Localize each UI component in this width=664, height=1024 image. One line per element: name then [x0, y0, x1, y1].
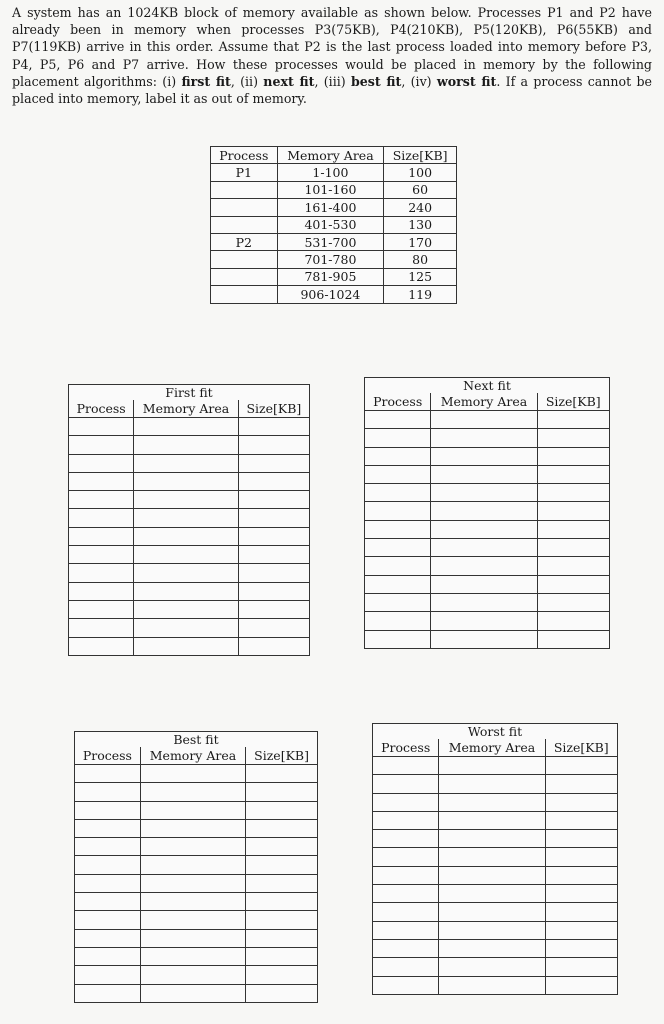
- cell-area[interactable]: [439, 903, 545, 921]
- table-row: [75, 874, 318, 892]
- cell-area: 906-1024: [277, 286, 384, 303]
- table-row: [373, 848, 618, 866]
- cell-size[interactable]: [545, 939, 617, 957]
- problem-statement: [12, 4, 652, 107]
- cell-area[interactable]: [431, 593, 537, 611]
- cell-size[interactable]: [537, 447, 609, 465]
- cell-size[interactable]: [238, 546, 309, 564]
- cell-area[interactable]: [134, 564, 238, 582]
- cell-area[interactable]: [134, 454, 238, 472]
- cell-process[interactable]: [373, 811, 439, 829]
- cell-area[interactable]: [140, 966, 245, 984]
- table-row: [75, 801, 318, 819]
- cell-size: 119: [384, 286, 457, 303]
- cell-area[interactable]: [431, 447, 537, 465]
- cell-size[interactable]: [238, 600, 309, 618]
- cell-size[interactable]: [238, 418, 309, 436]
- table-row: [373, 757, 618, 775]
- cell-area[interactable]: [431, 502, 537, 520]
- cell-process[interactable]: [373, 793, 439, 811]
- cell-process[interactable]: [75, 783, 141, 801]
- cell-size[interactable]: [545, 921, 617, 939]
- cell-area[interactable]: [431, 484, 537, 502]
- header-size: Size[KB]: [246, 747, 318, 765]
- table-row: [373, 958, 618, 976]
- cell-area[interactable]: [431, 411, 537, 429]
- cell-area[interactable]: [134, 491, 238, 509]
- cell-size[interactable]: [537, 429, 609, 447]
- table-row: [365, 593, 610, 611]
- cell-size: 130: [384, 216, 457, 233]
- cell-area[interactable]: [140, 929, 245, 947]
- table-row: [365, 575, 610, 593]
- cell-process[interactable]: [365, 465, 431, 483]
- cell-size[interactable]: [537, 520, 609, 538]
- cell-process[interactable]: [69, 582, 134, 600]
- cell-process[interactable]: [365, 630, 431, 648]
- cell-process: P2: [211, 233, 278, 250]
- cell-size[interactable]: [537, 484, 609, 502]
- table-row: [75, 783, 318, 801]
- table-row: [211, 286, 457, 303]
- cell-size[interactable]: [537, 539, 609, 557]
- cell-area[interactable]: [134, 436, 238, 454]
- cell-process: [211, 251, 278, 268]
- header-memory-area: Memory Area: [277, 147, 384, 164]
- cell-size[interactable]: [238, 436, 309, 454]
- header-process: Process: [373, 739, 439, 757]
- table-row: [373, 793, 618, 811]
- cell-process[interactable]: [69, 546, 134, 564]
- cell-process[interactable]: [69, 491, 134, 509]
- term-next-fit: next fit: [263, 73, 315, 89]
- table-row: [211, 216, 457, 233]
- next-fit-table: [364, 377, 610, 649]
- table-row: [69, 491, 310, 509]
- cell-area[interactable]: [431, 575, 537, 593]
- cell-area: 1-100: [277, 164, 384, 181]
- cell-area[interactable]: [431, 630, 537, 648]
- first-fit-title-row: [69, 385, 310, 401]
- table-row: [75, 984, 318, 1002]
- cell-area[interactable]: [140, 893, 245, 911]
- cell-size[interactable]: [246, 874, 318, 892]
- header-memory-area: Memory Area: [439, 739, 545, 757]
- header-memory-area: Memory Area: [140, 747, 245, 765]
- cell-size[interactable]: [246, 966, 318, 984]
- table-row: [75, 765, 318, 783]
- cell-process[interactable]: [365, 612, 431, 630]
- cell-process[interactable]: [373, 830, 439, 848]
- next-fit-header: [365, 393, 610, 411]
- cell-process: P1: [211, 164, 278, 181]
- table-row: [69, 582, 310, 600]
- cell-area: 531-700: [277, 233, 384, 250]
- problem-text-3: , (iii): [314, 73, 351, 89]
- cell-area[interactable]: [134, 527, 238, 545]
- header-process: Process: [75, 747, 141, 765]
- cell-size[interactable]: [246, 856, 318, 874]
- term-first-fit: first fit: [181, 73, 231, 89]
- cell-area[interactable]: [140, 838, 245, 856]
- cell-process[interactable]: [69, 619, 134, 637]
- cell-size[interactable]: [238, 582, 309, 600]
- cell-process[interactable]: [75, 911, 141, 929]
- cell-area[interactable]: [439, 848, 545, 866]
- cell-process[interactable]: [75, 856, 141, 874]
- table-row: [373, 885, 618, 903]
- cell-process[interactable]: [373, 848, 439, 866]
- cell-size[interactable]: [238, 564, 309, 582]
- cell-process[interactable]: [365, 447, 431, 465]
- cell-size[interactable]: [238, 527, 309, 545]
- cell-size[interactable]: [545, 848, 617, 866]
- cell-process: [211, 268, 278, 285]
- cell-area[interactable]: [134, 546, 238, 564]
- cell-process[interactable]: [365, 520, 431, 538]
- cell-area[interactable]: [134, 472, 238, 490]
- table-row: [69, 436, 310, 454]
- table-row: [75, 819, 318, 837]
- table-row: [373, 830, 618, 848]
- table-row: [211, 164, 457, 181]
- cell-area[interactable]: [439, 757, 545, 775]
- cell-area[interactable]: [134, 619, 238, 637]
- table-row: [373, 866, 618, 884]
- table-row: [75, 893, 318, 911]
- cell-size[interactable]: [537, 502, 609, 520]
- cell-process[interactable]: [365, 593, 431, 611]
- cell-size[interactable]: [246, 911, 318, 929]
- next-fit-title-row: [365, 378, 610, 394]
- best-fit-header: [75, 747, 318, 765]
- cell-area[interactable]: [140, 783, 245, 801]
- cell-size[interactable]: [246, 947, 318, 965]
- cell-size[interactable]: [545, 757, 617, 775]
- cell-area: 701-780: [277, 251, 384, 268]
- cell-area[interactable]: [134, 509, 238, 527]
- cell-area[interactable]: [134, 582, 238, 600]
- cell-process[interactable]: [365, 539, 431, 557]
- cell-process[interactable]: [373, 939, 439, 957]
- cell-size[interactable]: [545, 811, 617, 829]
- memory-table: [210, 146, 457, 304]
- table-row: [69, 619, 310, 637]
- cell-size[interactable]: [537, 557, 609, 575]
- cell-process[interactable]: [373, 958, 439, 976]
- header-size: Size[KB]: [537, 393, 609, 411]
- cell-area[interactable]: [439, 866, 545, 884]
- table-row: [211, 233, 457, 250]
- next-fit-title: Next fit: [365, 378, 610, 394]
- worst-fit-header: [373, 739, 618, 757]
- cell-size[interactable]: [545, 830, 617, 848]
- table-row: [365, 539, 610, 557]
- cell-size[interactable]: [545, 866, 617, 884]
- cell-size[interactable]: [537, 593, 609, 611]
- cell-process[interactable]: [69, 637, 134, 655]
- best-fit-title: Best fit: [75, 732, 318, 748]
- cell-size[interactable]: [537, 630, 609, 648]
- table-row: [365, 612, 610, 630]
- cell-area[interactable]: [140, 856, 245, 874]
- cell-process[interactable]: [69, 436, 134, 454]
- cell-process[interactable]: [373, 921, 439, 939]
- cell-area[interactable]: [431, 557, 537, 575]
- cell-area[interactable]: [140, 947, 245, 965]
- table-row: [373, 976, 618, 994]
- cell-process[interactable]: [365, 411, 431, 429]
- cell-size: 240: [384, 199, 457, 216]
- table-row: [365, 557, 610, 575]
- problem-text-5: . If a process cannot be placed into memory, label it as out of memory.: [12, 73, 652, 107]
- cell-area[interactable]: [140, 911, 245, 929]
- worst-fit-title: Worst fit: [373, 724, 618, 740]
- cell-area[interactable]: [439, 885, 545, 903]
- term-worst-fit: worst fit: [436, 73, 497, 89]
- cell-size[interactable]: [246, 984, 318, 1002]
- cell-process[interactable]: [75, 801, 141, 819]
- cell-process[interactable]: [373, 903, 439, 921]
- table-row: [365, 502, 610, 520]
- cell-area[interactable]: [439, 939, 545, 957]
- cell-process[interactable]: [69, 527, 134, 545]
- term-best-fit: best fit: [350, 73, 402, 89]
- cell-process[interactable]: [69, 454, 134, 472]
- table-row: [75, 856, 318, 874]
- cell-area: 161-400: [277, 199, 384, 216]
- cell-area[interactable]: [439, 830, 545, 848]
- cell-size[interactable]: [537, 465, 609, 483]
- memory-table-header: [211, 147, 457, 164]
- table-row: [365, 411, 610, 429]
- best-fit-title-row: [75, 732, 318, 748]
- cell-process: [211, 216, 278, 233]
- cell-size[interactable]: [238, 491, 309, 509]
- worst-fit-table: [372, 723, 618, 995]
- cell-area[interactable]: [431, 539, 537, 557]
- cell-process: [211, 199, 278, 216]
- cell-size[interactable]: [238, 637, 309, 655]
- table-row: [373, 811, 618, 829]
- header-memory-area: Memory Area: [431, 393, 537, 411]
- cell-area: 101-160: [277, 181, 384, 198]
- table-row: [373, 939, 618, 957]
- table-row: [69, 546, 310, 564]
- table-row: [365, 630, 610, 648]
- cell-size[interactable]: [545, 775, 617, 793]
- cell-process[interactable]: [75, 984, 141, 1002]
- cell-size[interactable]: [545, 976, 617, 994]
- cell-process[interactable]: [75, 929, 141, 947]
- table-row: [75, 966, 318, 984]
- table-row: [69, 509, 310, 527]
- cell-process[interactable]: [75, 838, 141, 856]
- worst-fit-body: [373, 757, 618, 995]
- table-row: [69, 472, 310, 490]
- cell-area[interactable]: [439, 921, 545, 939]
- cell-size: 80: [384, 251, 457, 268]
- cell-area[interactable]: [134, 637, 238, 655]
- header-process: Process: [365, 393, 431, 411]
- cell-process[interactable]: [365, 557, 431, 575]
- cell-area[interactable]: [431, 612, 537, 630]
- cell-process[interactable]: [75, 765, 141, 783]
- first-fit-title: First fit: [69, 385, 310, 401]
- cell-area[interactable]: [439, 793, 545, 811]
- cell-process[interactable]: [69, 509, 134, 527]
- table-row: [69, 454, 310, 472]
- cell-size[interactable]: [238, 472, 309, 490]
- cell-area: 781-905: [277, 268, 384, 285]
- cell-process[interactable]: [75, 874, 141, 892]
- table-row: [69, 418, 310, 436]
- cell-area[interactable]: [431, 465, 537, 483]
- cell-area: 401-530: [277, 216, 384, 233]
- cell-area[interactable]: [439, 958, 545, 976]
- cell-area[interactable]: [134, 418, 238, 436]
- cell-size[interactable]: [545, 903, 617, 921]
- cell-process[interactable]: [75, 947, 141, 965]
- cell-area[interactable]: [431, 429, 537, 447]
- best-fit-table: [74, 731, 318, 1003]
- cell-process[interactable]: [373, 757, 439, 775]
- table-row: [69, 637, 310, 655]
- cell-process[interactable]: [69, 472, 134, 490]
- problem-text-1: A system has an 1024KB block of memory available as shown below. Processes P1 and P2 have already been in memory when processes P3(75KB), P4(210KB), P5(120KB), P6(55KB) and P7(119KB) arrive in this order. Assume that P2 is the last process loaded into memory before P3, P4, P5, P6 and P7 arrive. How these processes would be placed in memory by the following placement algorithms: (i): [12, 5, 652, 89]
- cell-size[interactable]: [537, 411, 609, 429]
- cell-area[interactable]: [140, 874, 245, 892]
- table-row: [75, 838, 318, 856]
- cell-size[interactable]: [246, 765, 318, 783]
- table-row: [211, 199, 457, 216]
- cell-size[interactable]: [545, 793, 617, 811]
- table-row: [211, 181, 457, 198]
- table-row: [365, 465, 610, 483]
- cell-size: 100: [384, 164, 457, 181]
- table-row: [75, 911, 318, 929]
- header-process: Process: [69, 400, 134, 418]
- cell-process[interactable]: [75, 819, 141, 837]
- cell-size[interactable]: [246, 783, 318, 801]
- first-fit-table: [68, 384, 310, 656]
- cell-size[interactable]: [238, 509, 309, 527]
- table-row: [373, 903, 618, 921]
- table-row: [373, 775, 618, 793]
- table-row: [75, 947, 318, 965]
- cell-size[interactable]: [246, 838, 318, 856]
- cell-size[interactable]: [545, 885, 617, 903]
- cell-process[interactable]: [69, 418, 134, 436]
- cell-size: 125: [384, 268, 457, 285]
- header-size: Size[KB]: [545, 739, 617, 757]
- cell-area[interactable]: [140, 984, 245, 1002]
- header-size: Size[KB]: [384, 147, 457, 164]
- worst-fit-title-row: [373, 724, 618, 740]
- cell-process[interactable]: [75, 966, 141, 984]
- table-row: [365, 520, 610, 538]
- next-fit-body: [365, 411, 610, 649]
- header-process: Process: [211, 147, 278, 164]
- cell-size[interactable]: [545, 958, 617, 976]
- cell-area[interactable]: [140, 765, 245, 783]
- cell-process[interactable]: [365, 484, 431, 502]
- cell-process[interactable]: [373, 976, 439, 994]
- header-size: Size[KB]: [238, 400, 309, 418]
- cell-process: [211, 181, 278, 198]
- table-row: [211, 268, 457, 285]
- table-row: [365, 447, 610, 465]
- table-row: [365, 429, 610, 447]
- cell-size[interactable]: [238, 619, 309, 637]
- cell-process[interactable]: [75, 893, 141, 911]
- cell-size[interactable]: [537, 575, 609, 593]
- cell-process[interactable]: [373, 885, 439, 903]
- cell-area[interactable]: [140, 819, 245, 837]
- cell-process[interactable]: [69, 600, 134, 618]
- table-row: [365, 484, 610, 502]
- cell-process: [211, 286, 278, 303]
- cell-size[interactable]: [246, 929, 318, 947]
- table-row: [69, 527, 310, 545]
- table-row: [69, 564, 310, 582]
- cell-size: 170: [384, 233, 457, 250]
- cell-process[interactable]: [365, 575, 431, 593]
- cell-process[interactable]: [365, 502, 431, 520]
- cell-area[interactable]: [439, 775, 545, 793]
- problem-text-4: , (iv): [401, 73, 437, 89]
- problem-text-2: , (ii): [230, 73, 264, 89]
- cell-area[interactable]: [134, 600, 238, 618]
- cell-size[interactable]: [246, 801, 318, 819]
- header-memory-area: Memory Area: [134, 400, 238, 418]
- cell-size[interactable]: [246, 819, 318, 837]
- cell-area[interactable]: [140, 801, 245, 819]
- first-fit-header: [69, 400, 310, 418]
- table-row: [69, 600, 310, 618]
- cell-size[interactable]: [238, 454, 309, 472]
- cell-area[interactable]: [439, 976, 545, 994]
- best-fit-body: [75, 765, 318, 1003]
- cell-area[interactable]: [439, 811, 545, 829]
- cell-process[interactable]: [69, 564, 134, 582]
- table-row: [373, 921, 618, 939]
- cell-size[interactable]: [246, 893, 318, 911]
- cell-process[interactable]: [365, 429, 431, 447]
- table-row: [211, 251, 457, 268]
- cell-area[interactable]: [431, 520, 537, 538]
- first-fit-body: [69, 418, 310, 656]
- cell-process[interactable]: [373, 775, 439, 793]
- table-row: [75, 929, 318, 947]
- cell-size[interactable]: [537, 612, 609, 630]
- cell-size: 60: [384, 181, 457, 198]
- cell-process[interactable]: [373, 866, 439, 884]
